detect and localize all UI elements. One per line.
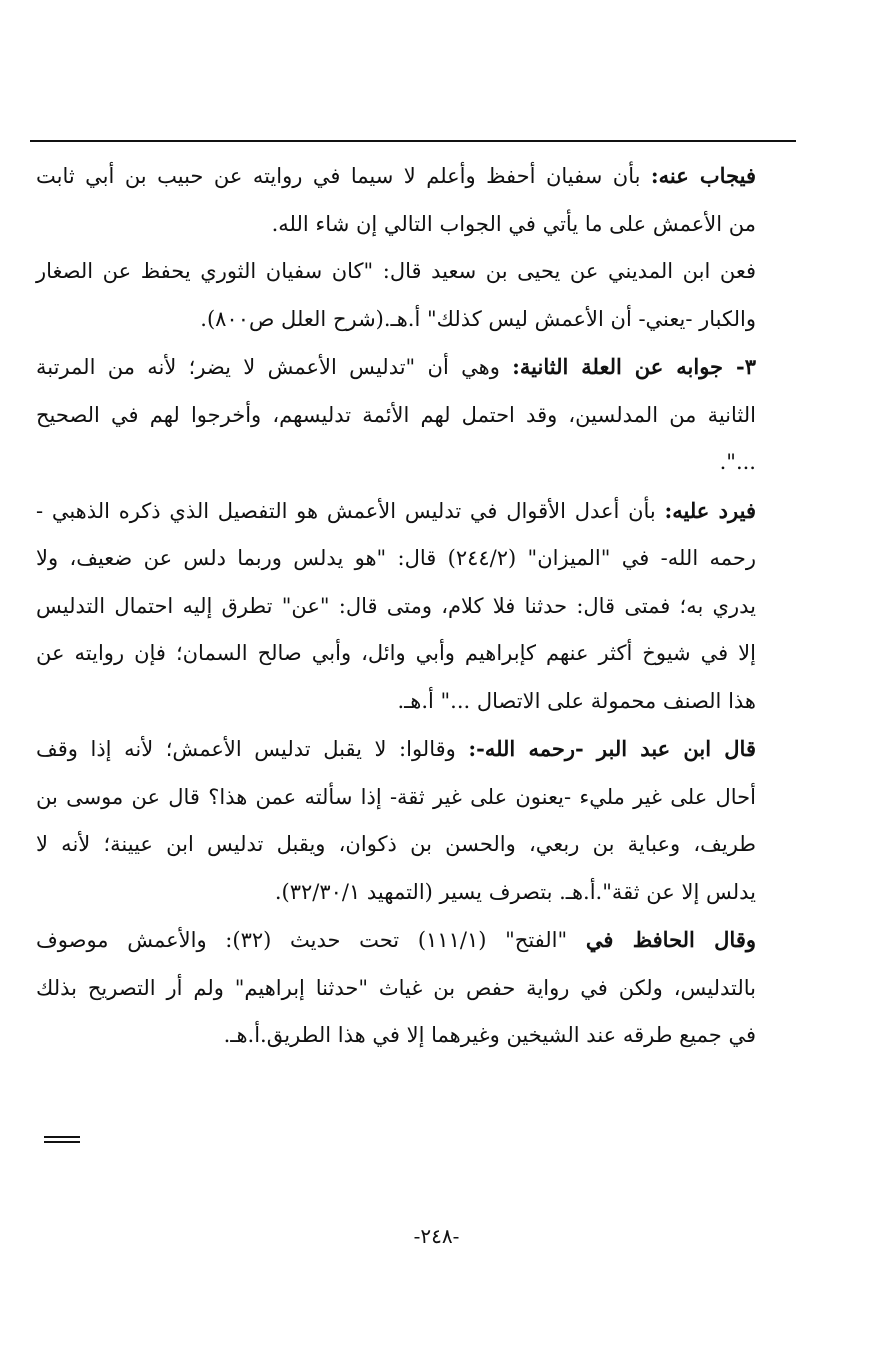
line-text: بأن أعدل الأقوال في تدليس الأعمش هو التفصيل الذي ذكره الذهبي - bbox=[36, 498, 665, 523]
line-text: وهي أن "تدليس الأعمش لا يضر؛ لأنه من المرتبة bbox=[36, 355, 513, 379]
line-text: طريف، وعباية بن ربعي، والحسن بن ذكوان، ويقبل تدليس ابن عيينة؛ لأنه لا bbox=[36, 832, 756, 856]
page-number: -٢٤٨- bbox=[413, 1224, 460, 1248]
line-text: يدلس إلا عن ثقة".أ.هـ. بتصرف يسير (التمهيد ٣٢/٣٠/١). bbox=[274, 879, 756, 904]
lead-in-bold: قال ابن عبد البر -رحمه الله-: bbox=[468, 736, 756, 761]
line-text: هذا الصنف محمولة على الاتصال ..." أ.هـ. bbox=[397, 688, 756, 713]
lead-in-bold: ٣- جوابه عن العلة الثانية: bbox=[512, 354, 756, 379]
lead-in-bold: وقال الحافظ في bbox=[585, 927, 756, 952]
text-line bbox=[36, 296, 756, 344]
text-body bbox=[36, 152, 756, 1060]
header-rule bbox=[30, 140, 796, 142]
text-line bbox=[36, 152, 756, 201]
text-line bbox=[36, 248, 756, 296]
text-line bbox=[36, 392, 756, 440]
line-text: في جميع طرقه عند الشيخين وغيرهما إلا في هذا الطريق.أ.هـ. bbox=[223, 1023, 756, 1047]
line-text: إلا في شيوخ أكثر عنهم كإبراهيم وأبي وائل، وأبي صالح السمان؛ فإن روايته عن bbox=[36, 641, 756, 665]
line-text: رحمه الله- في "الميزان" (٢٤٤/٢) قال: "هو يدلس وربما دلس عن ضعيف، ولا bbox=[36, 546, 756, 570]
text-line bbox=[36, 821, 756, 869]
line-text: يدري به؛ فمتى قال: حدثنا فلا كلام، ومتى قال: "عن" تطرق إليه احتمال التدليس bbox=[36, 593, 756, 618]
text-line bbox=[36, 725, 756, 774]
text-line bbox=[36, 583, 756, 631]
line-text: فعن ابن المديني عن يحيى بن سعيد قال: "كان سفيان الثوري يحفظ عن الصغار bbox=[36, 259, 756, 283]
line-text: أحال على غير مليء -يعنون على غير ثقة- إذا سألته عمن هذا؟ قال عن موسى بن bbox=[36, 784, 756, 809]
text-line bbox=[36, 439, 756, 487]
text-line bbox=[36, 965, 756, 1013]
line-text: والكبار -يعني- أن الأعمش ليس كذلك" أ.هـ.(شرح العلل ص٨٠٠). bbox=[200, 306, 756, 331]
line-text: وقالوا: لا يقبل تدليس الأعمش؛ لأنه إذا وقف bbox=[36, 737, 469, 761]
lead-in-bold: فيرد عليه: bbox=[664, 497, 756, 523]
text-line bbox=[36, 535, 756, 583]
text-line bbox=[36, 201, 756, 249]
text-line bbox=[36, 678, 756, 726]
text-line bbox=[36, 1012, 756, 1060]
text-line bbox=[36, 630, 756, 678]
text-line bbox=[36, 774, 756, 822]
line-text: ...". bbox=[719, 450, 756, 474]
section-end-mark bbox=[44, 1136, 80, 1144]
text-line bbox=[36, 487, 756, 536]
line-text: بالتدليس، ولكن في رواية حفص بن غياث "حدثنا إبراهيم" ولم أر التصريح بذلك bbox=[36, 975, 756, 1000]
line-text: من الأعمش على ما يأتي في الجواب التالي إن شاء الله. bbox=[271, 211, 756, 236]
line-text: "الفتح" (١١١/١) تحت حديث (٣٢): والأعمش موصوف bbox=[36, 928, 586, 952]
text-line bbox=[36, 916, 756, 965]
lead-in-bold: فيجاب عنه: bbox=[650, 163, 756, 188]
line-text: بأن سفيان أحفظ وأعلم لا سيما في روايته عن حبيب بن أبي ثابت bbox=[36, 164, 651, 188]
text-line bbox=[36, 343, 756, 392]
line-text: الثانية من المدلسين، وقد احتمل لهم الأئمة تدليسهم، وأخرجوا لهم في الصحيح bbox=[36, 402, 756, 427]
text-line bbox=[36, 869, 756, 917]
